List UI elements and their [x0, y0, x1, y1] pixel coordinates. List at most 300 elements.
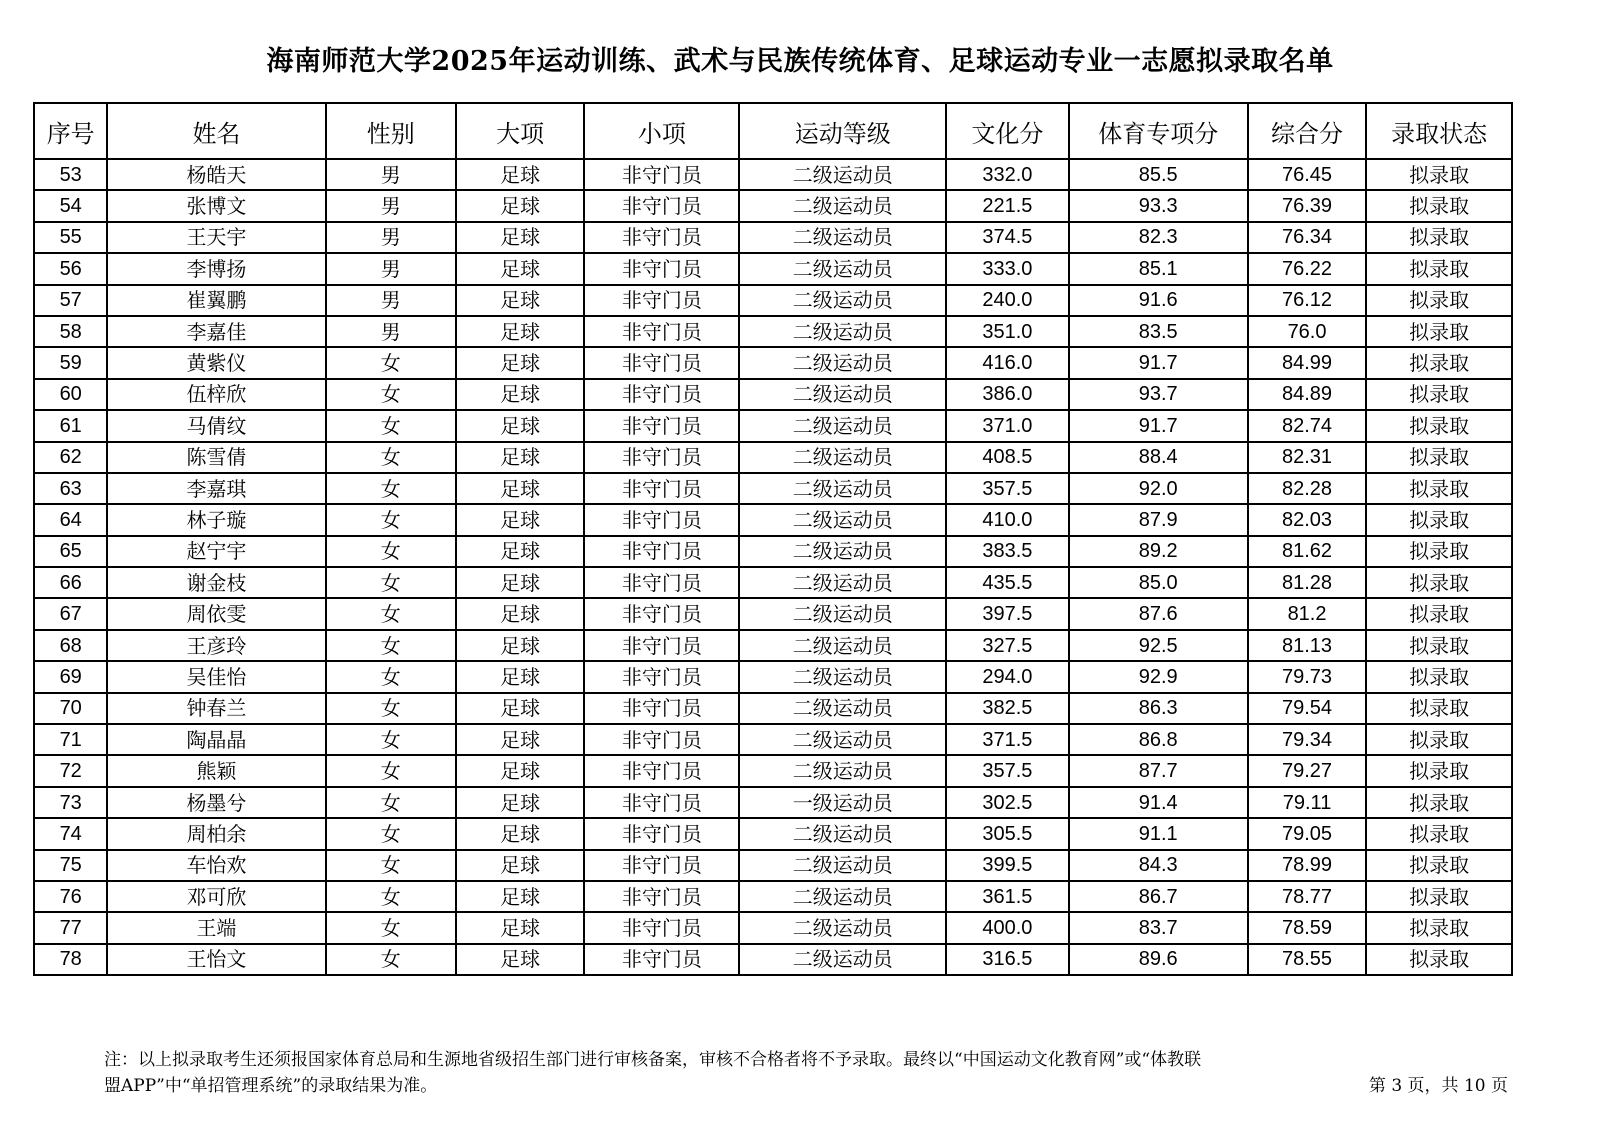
- cell-total: 76.22: [1248, 253, 1366, 284]
- cell-gender: 女: [326, 755, 456, 786]
- cell-sport: 足球: [456, 347, 584, 378]
- cell-academic: 399.5: [946, 850, 1068, 881]
- cell-gender: 男: [326, 190, 456, 221]
- cell-event: 非守门员: [584, 598, 739, 629]
- cell-sport-score: 84.3: [1069, 850, 1248, 881]
- cell-status: 拟录取: [1366, 316, 1512, 347]
- cell-level: 二级运动员: [739, 724, 946, 755]
- cell-level: 二级运动员: [739, 222, 946, 253]
- cell-event: 非守门员: [584, 724, 739, 755]
- cell-academic: 416.0: [946, 347, 1068, 378]
- cell-total: 81.13: [1248, 630, 1366, 661]
- table-row: [34, 410, 1512, 441]
- cell-event: 非守门员: [584, 944, 739, 975]
- table-row: [34, 285, 1512, 316]
- cell-name: 王怡文: [107, 944, 325, 975]
- cell-seq: 62: [34, 442, 107, 473]
- cell-status: 拟录取: [1366, 724, 1512, 755]
- cell-level: 二级运动员: [739, 881, 946, 912]
- cell-total: 82.74: [1248, 410, 1366, 441]
- table-row: [34, 253, 1512, 284]
- column-header-academic: 文化分: [946, 103, 1068, 159]
- cell-status: 拟录取: [1366, 473, 1512, 504]
- cell-status: 拟录取: [1366, 755, 1512, 786]
- table-row: [34, 598, 1512, 629]
- table-row: [34, 379, 1512, 410]
- cell-academic: 410.0: [946, 504, 1068, 535]
- cell-status: 拟录取: [1366, 442, 1512, 473]
- cell-sport: 足球: [456, 567, 584, 598]
- cell-name: 崔翼鹏: [107, 285, 325, 316]
- cell-sport-score: 89.6: [1069, 944, 1248, 975]
- cell-sport: 足球: [456, 787, 584, 818]
- cell-total: 78.55: [1248, 944, 1366, 975]
- cell-name: 钟春兰: [107, 693, 325, 724]
- cell-academic: 294.0: [946, 661, 1068, 692]
- cell-status: 拟录取: [1366, 190, 1512, 221]
- cell-level: 二级运动员: [739, 755, 946, 786]
- column-header-sport: 大项: [456, 103, 584, 159]
- cell-level: 二级运动员: [739, 410, 946, 441]
- cell-status: 拟录取: [1366, 693, 1512, 724]
- cell-total: 82.31: [1248, 442, 1366, 473]
- table-header: [34, 103, 1512, 159]
- table-row: [34, 567, 1512, 598]
- column-header-seq: 序号: [34, 103, 107, 159]
- cell-total: 79.73: [1248, 661, 1366, 692]
- cell-level: 二级运动员: [739, 285, 946, 316]
- cell-sport: 足球: [456, 755, 584, 786]
- cell-sport: 足球: [456, 724, 584, 755]
- cell-seq: 59: [34, 347, 107, 378]
- cell-name: 谢金枝: [107, 567, 325, 598]
- table-row: [34, 473, 1512, 504]
- cell-seq: 53: [34, 159, 107, 190]
- cell-name: 陶晶晶: [107, 724, 325, 755]
- cell-level: 二级运动员: [739, 316, 946, 347]
- table-row: [34, 347, 1512, 378]
- cell-name: 邓可欣: [107, 881, 325, 912]
- cell-sport: 足球: [456, 944, 584, 975]
- column-header-level: 运动等级: [739, 103, 946, 159]
- cell-level: 二级运动员: [739, 536, 946, 567]
- cell-level: 二级运动员: [739, 693, 946, 724]
- cell-total: 82.28: [1248, 473, 1366, 504]
- page-number: 第 3 页，共 10 页: [1368, 1076, 1508, 1096]
- cell-gender: 女: [326, 347, 456, 378]
- cell-gender: 女: [326, 379, 456, 410]
- cell-sport: 足球: [456, 190, 584, 221]
- cell-sport: 足球: [456, 630, 584, 661]
- column-header-event: 小项: [584, 103, 739, 159]
- cell-status: 拟录取: [1366, 159, 1512, 190]
- cell-total: 79.27: [1248, 755, 1366, 786]
- cell-name: 李博扬: [107, 253, 325, 284]
- table-row: [34, 787, 1512, 818]
- table-row: [34, 316, 1512, 347]
- cell-sport-score: 85.1: [1069, 253, 1248, 284]
- cell-gender: 女: [326, 661, 456, 692]
- cell-total: 78.99: [1248, 850, 1366, 881]
- admission-table-wrapper: [33, 102, 1513, 976]
- table-row: [34, 850, 1512, 881]
- table-row: [34, 693, 1512, 724]
- cell-gender: 女: [326, 567, 456, 598]
- cell-name: 杨墨兮: [107, 787, 325, 818]
- cell-status: 拟录取: [1366, 912, 1512, 943]
- cell-level: 一级运动员: [739, 787, 946, 818]
- cell-gender: 女: [326, 724, 456, 755]
- cell-total: 76.45: [1248, 159, 1366, 190]
- cell-gender: 女: [326, 536, 456, 567]
- cell-event: 非守门员: [584, 347, 739, 378]
- cell-gender: 男: [326, 285, 456, 316]
- cell-seq: 61: [34, 410, 107, 441]
- cell-level: 二级运动员: [739, 912, 946, 943]
- cell-sport-score: 86.3: [1069, 693, 1248, 724]
- cell-status: 拟录取: [1366, 379, 1512, 410]
- cell-sport-score: 91.4: [1069, 787, 1248, 818]
- cell-sport: 足球: [456, 912, 584, 943]
- cell-total: 84.89: [1248, 379, 1366, 410]
- cell-total: 79.34: [1248, 724, 1366, 755]
- cell-seq: 58: [34, 316, 107, 347]
- cell-level: 二级运动员: [739, 159, 946, 190]
- cell-sport-score: 85.0: [1069, 567, 1248, 598]
- cell-sport: 足球: [456, 536, 584, 567]
- cell-event: 非守门员: [584, 787, 739, 818]
- cell-gender: 女: [326, 598, 456, 629]
- column-header-sport-score: 体育专项分: [1069, 103, 1248, 159]
- cell-gender: 女: [326, 787, 456, 818]
- table-row: [34, 442, 1512, 473]
- cell-name: 车怡欢: [107, 850, 325, 881]
- cell-level: 二级运动员: [739, 598, 946, 629]
- cell-seq: 71: [34, 724, 107, 755]
- cell-total: 79.11: [1248, 787, 1366, 818]
- table-row: [34, 724, 1512, 755]
- cell-sport-score: 93.7: [1069, 379, 1248, 410]
- cell-event: 非守门员: [584, 567, 739, 598]
- table-row: [34, 536, 1512, 567]
- cell-total: 76.34: [1248, 222, 1366, 253]
- cell-sport-score: 92.9: [1069, 661, 1248, 692]
- footnote-line-1: 注：以上拟录取考生还须报国家体育总局和生源地省级招生部门进行审核备案，审核不合格者将不予录取。最终以“中国运动文化教育网”或“体教联: [104, 1050, 1202, 1070]
- cell-gender: 女: [326, 818, 456, 849]
- cell-sport: 足球: [456, 693, 584, 724]
- cell-event: 非守门员: [584, 504, 739, 535]
- cell-seq: 64: [34, 504, 107, 535]
- cell-event: 非守门员: [584, 285, 739, 316]
- cell-event: 非守门员: [584, 159, 739, 190]
- cell-academic: 435.5: [946, 567, 1068, 598]
- cell-gender: 男: [326, 222, 456, 253]
- cell-event: 非守门员: [584, 850, 739, 881]
- table-row: [34, 190, 1512, 221]
- cell-event: 非守门员: [584, 316, 739, 347]
- cell-gender: 女: [326, 912, 456, 943]
- cell-gender: 女: [326, 881, 456, 912]
- cell-seq: 73: [34, 787, 107, 818]
- cell-sport: 足球: [456, 379, 584, 410]
- cell-seq: 54: [34, 190, 107, 221]
- cell-event: 非守门员: [584, 881, 739, 912]
- cell-gender: 女: [326, 693, 456, 724]
- cell-academic: 374.5: [946, 222, 1068, 253]
- cell-gender: 女: [326, 850, 456, 881]
- cell-sport-score: 87.7: [1069, 755, 1248, 786]
- cell-name: 周依雯: [107, 598, 325, 629]
- cell-academic: 327.5: [946, 630, 1068, 661]
- document-title: 海南师范大学2025年运动训练、武术与民族传统体育、足球运动专业一志愿拟录取名单: [266, 46, 1334, 77]
- cell-level: 二级运动员: [739, 473, 946, 504]
- cell-sport: 足球: [456, 222, 584, 253]
- cell-seq: 77: [34, 912, 107, 943]
- cell-sport: 足球: [456, 818, 584, 849]
- cell-name: 林子璇: [107, 504, 325, 535]
- cell-sport-score: 92.5: [1069, 630, 1248, 661]
- cell-sport-score: 91.6: [1069, 285, 1248, 316]
- cell-level: 二级运动员: [739, 253, 946, 284]
- cell-seq: 55: [34, 222, 107, 253]
- cell-seq: 76: [34, 881, 107, 912]
- cell-sport: 足球: [456, 661, 584, 692]
- cell-event: 非守门员: [584, 379, 739, 410]
- cell-academic: 240.0: [946, 285, 1068, 316]
- cell-level: 二级运动员: [739, 504, 946, 535]
- cell-name: 王端: [107, 912, 325, 943]
- cell-sport: 足球: [456, 316, 584, 347]
- cell-seq: 75: [34, 850, 107, 881]
- cell-seq: 66: [34, 567, 107, 598]
- cell-sport: 足球: [456, 410, 584, 441]
- cell-academic: 351.0: [946, 316, 1068, 347]
- cell-status: 拟录取: [1366, 347, 1512, 378]
- cell-sport: 足球: [456, 285, 584, 316]
- cell-event: 非守门员: [584, 693, 739, 724]
- cell-academic: 397.5: [946, 598, 1068, 629]
- cell-academic: 382.5: [946, 693, 1068, 724]
- table-row: [34, 944, 1512, 975]
- cell-academic: 357.5: [946, 473, 1068, 504]
- cell-total: 79.05: [1248, 818, 1366, 849]
- cell-academic: 357.5: [946, 755, 1068, 786]
- cell-seq: 70: [34, 693, 107, 724]
- table-row: [34, 912, 1512, 943]
- cell-academic: 400.0: [946, 912, 1068, 943]
- cell-sport-score: 83.7: [1069, 912, 1248, 943]
- cell-name: 赵宁宇: [107, 536, 325, 567]
- cell-status: 拟录取: [1366, 944, 1512, 975]
- cell-sport-score: 88.4: [1069, 442, 1248, 473]
- table-row: [34, 504, 1512, 535]
- cell-level: 二级运动员: [739, 944, 946, 975]
- table-body: [34, 159, 1512, 975]
- cell-gender: 男: [326, 159, 456, 190]
- cell-total: 78.59: [1248, 912, 1366, 943]
- cell-sport-score: 87.6: [1069, 598, 1248, 629]
- cell-gender: 女: [326, 630, 456, 661]
- cell-status: 拟录取: [1366, 661, 1512, 692]
- cell-event: 非守门员: [584, 222, 739, 253]
- cell-status: 拟录取: [1366, 787, 1512, 818]
- cell-name: 马倩纹: [107, 410, 325, 441]
- cell-event: 非守门员: [584, 536, 739, 567]
- table-row: [34, 661, 1512, 692]
- cell-gender: 男: [326, 253, 456, 284]
- cell-event: 非守门员: [584, 410, 739, 441]
- cell-name: 周柏余: [107, 818, 325, 849]
- footnote-line-2: 盟APP”中“单招管理系统”的录取结果为准。: [104, 1076, 438, 1096]
- cell-event: 非守门员: [584, 818, 739, 849]
- cell-total: 81.28: [1248, 567, 1366, 598]
- cell-name: 张博文: [107, 190, 325, 221]
- cell-total: 82.03: [1248, 504, 1366, 535]
- cell-sport-score: 92.0: [1069, 473, 1248, 504]
- cell-academic: 333.0: [946, 253, 1068, 284]
- cell-seq: 69: [34, 661, 107, 692]
- cell-sport: 足球: [456, 253, 584, 284]
- cell-academic: 371.0: [946, 410, 1068, 441]
- cell-sport: 足球: [456, 881, 584, 912]
- cell-status: 拟录取: [1366, 253, 1512, 284]
- cell-sport-score: 93.3: [1069, 190, 1248, 221]
- cell-seq: 60: [34, 379, 107, 410]
- cell-seq: 74: [34, 818, 107, 849]
- cell-academic: 302.5: [946, 787, 1068, 818]
- cell-total: 76.12: [1248, 285, 1366, 316]
- cell-gender: 女: [326, 473, 456, 504]
- cell-status: 拟录取: [1366, 630, 1512, 661]
- cell-sport-score: 83.5: [1069, 316, 1248, 347]
- column-header-gender: 性别: [326, 103, 456, 159]
- cell-level: 二级运动员: [739, 630, 946, 661]
- cell-gender: 女: [326, 442, 456, 473]
- cell-name: 王天宇: [107, 222, 325, 253]
- cell-event: 非守门员: [584, 473, 739, 504]
- table-row: [34, 755, 1512, 786]
- cell-seq: 57: [34, 285, 107, 316]
- cell-name: 李嘉琪: [107, 473, 325, 504]
- cell-level: 二级运动员: [739, 818, 946, 849]
- cell-level: 二级运动员: [739, 661, 946, 692]
- cell-gender: 男: [326, 316, 456, 347]
- cell-event: 非守门员: [584, 253, 739, 284]
- footnote: [104, 1047, 1524, 1099]
- cell-name: 伍梓欣: [107, 379, 325, 410]
- cell-sport-score: 87.9: [1069, 504, 1248, 535]
- cell-sport-score: 86.8: [1069, 724, 1248, 755]
- cell-gender: 女: [326, 410, 456, 441]
- cell-academic: 316.5: [946, 944, 1068, 975]
- table-header-row: [34, 103, 1512, 159]
- cell-event: 非守门员: [584, 912, 739, 943]
- cell-status: 拟录取: [1366, 881, 1512, 912]
- cell-sport-score: 89.2: [1069, 536, 1248, 567]
- table-row: [34, 630, 1512, 661]
- cell-level: 二级运动员: [739, 567, 946, 598]
- cell-sport: 足球: [456, 473, 584, 504]
- cell-gender: 女: [326, 504, 456, 535]
- cell-level: 二级运动员: [739, 379, 946, 410]
- cell-sport-score: 86.7: [1069, 881, 1248, 912]
- cell-sport-score: 91.7: [1069, 347, 1248, 378]
- cell-level: 二级运动员: [739, 190, 946, 221]
- cell-seq: 67: [34, 598, 107, 629]
- cell-seq: 65: [34, 536, 107, 567]
- cell-sport: 足球: [456, 504, 584, 535]
- cell-name: 陈雪倩: [107, 442, 325, 473]
- cell-seq: 63: [34, 473, 107, 504]
- cell-academic: 221.5: [946, 190, 1068, 221]
- cell-name: 李嘉佳: [107, 316, 325, 347]
- cell-sport-score: 82.3: [1069, 222, 1248, 253]
- cell-level: 二级运动员: [739, 850, 946, 881]
- cell-total: 78.77: [1248, 881, 1366, 912]
- cell-sport-score: 91.7: [1069, 410, 1248, 441]
- table-row: [34, 818, 1512, 849]
- cell-name: 吴佳怡: [107, 661, 325, 692]
- cell-status: 拟录取: [1366, 504, 1512, 535]
- cell-status: 拟录取: [1366, 285, 1512, 316]
- cell-academic: 305.5: [946, 818, 1068, 849]
- table-row: [34, 881, 1512, 912]
- column-header-status: 录取状态: [1366, 103, 1512, 159]
- cell-sport: 足球: [456, 442, 584, 473]
- cell-status: 拟录取: [1366, 222, 1512, 253]
- cell-sport-score: 91.1: [1069, 818, 1248, 849]
- cell-status: 拟录取: [1366, 850, 1512, 881]
- cell-academic: 371.5: [946, 724, 1068, 755]
- admission-table: [33, 102, 1513, 976]
- cell-seq: 72: [34, 755, 107, 786]
- cell-academic: 332.0: [946, 159, 1068, 190]
- table-row: [34, 222, 1512, 253]
- column-header-total: 综合分: [1248, 103, 1366, 159]
- cell-name: 王彦玲: [107, 630, 325, 661]
- cell-academic: 361.5: [946, 881, 1068, 912]
- cell-event: 非守门员: [584, 442, 739, 473]
- cell-total: 76.0: [1248, 316, 1366, 347]
- cell-total: 79.54: [1248, 693, 1366, 724]
- cell-event: 非守门员: [584, 190, 739, 221]
- cell-sport-score: 85.5: [1069, 159, 1248, 190]
- cell-status: 拟录取: [1366, 536, 1512, 567]
- cell-status: 拟录取: [1366, 410, 1512, 441]
- cell-academic: 408.5: [946, 442, 1068, 473]
- column-header-name: 姓名: [107, 103, 325, 159]
- cell-name: 杨皓天: [107, 159, 325, 190]
- table-row: [34, 159, 1512, 190]
- cell-gender: 女: [326, 944, 456, 975]
- cell-event: 非守门员: [584, 630, 739, 661]
- cell-event: 非守门员: [584, 661, 739, 692]
- cell-status: 拟录取: [1366, 818, 1512, 849]
- cell-seq: 68: [34, 630, 107, 661]
- cell-seq: 78: [34, 944, 107, 975]
- cell-academic: 383.5: [946, 536, 1068, 567]
- cell-total: 81.2: [1248, 598, 1366, 629]
- cell-status: 拟录取: [1366, 598, 1512, 629]
- cell-name: 熊颖: [107, 755, 325, 786]
- cell-level: 二级运动员: [739, 442, 946, 473]
- cell-sport: 足球: [456, 159, 584, 190]
- cell-total: 76.39: [1248, 190, 1366, 221]
- cell-event: 非守门员: [584, 755, 739, 786]
- cell-seq: 56: [34, 253, 107, 284]
- cell-sport: 足球: [456, 850, 584, 881]
- cell-academic: 386.0: [946, 379, 1068, 410]
